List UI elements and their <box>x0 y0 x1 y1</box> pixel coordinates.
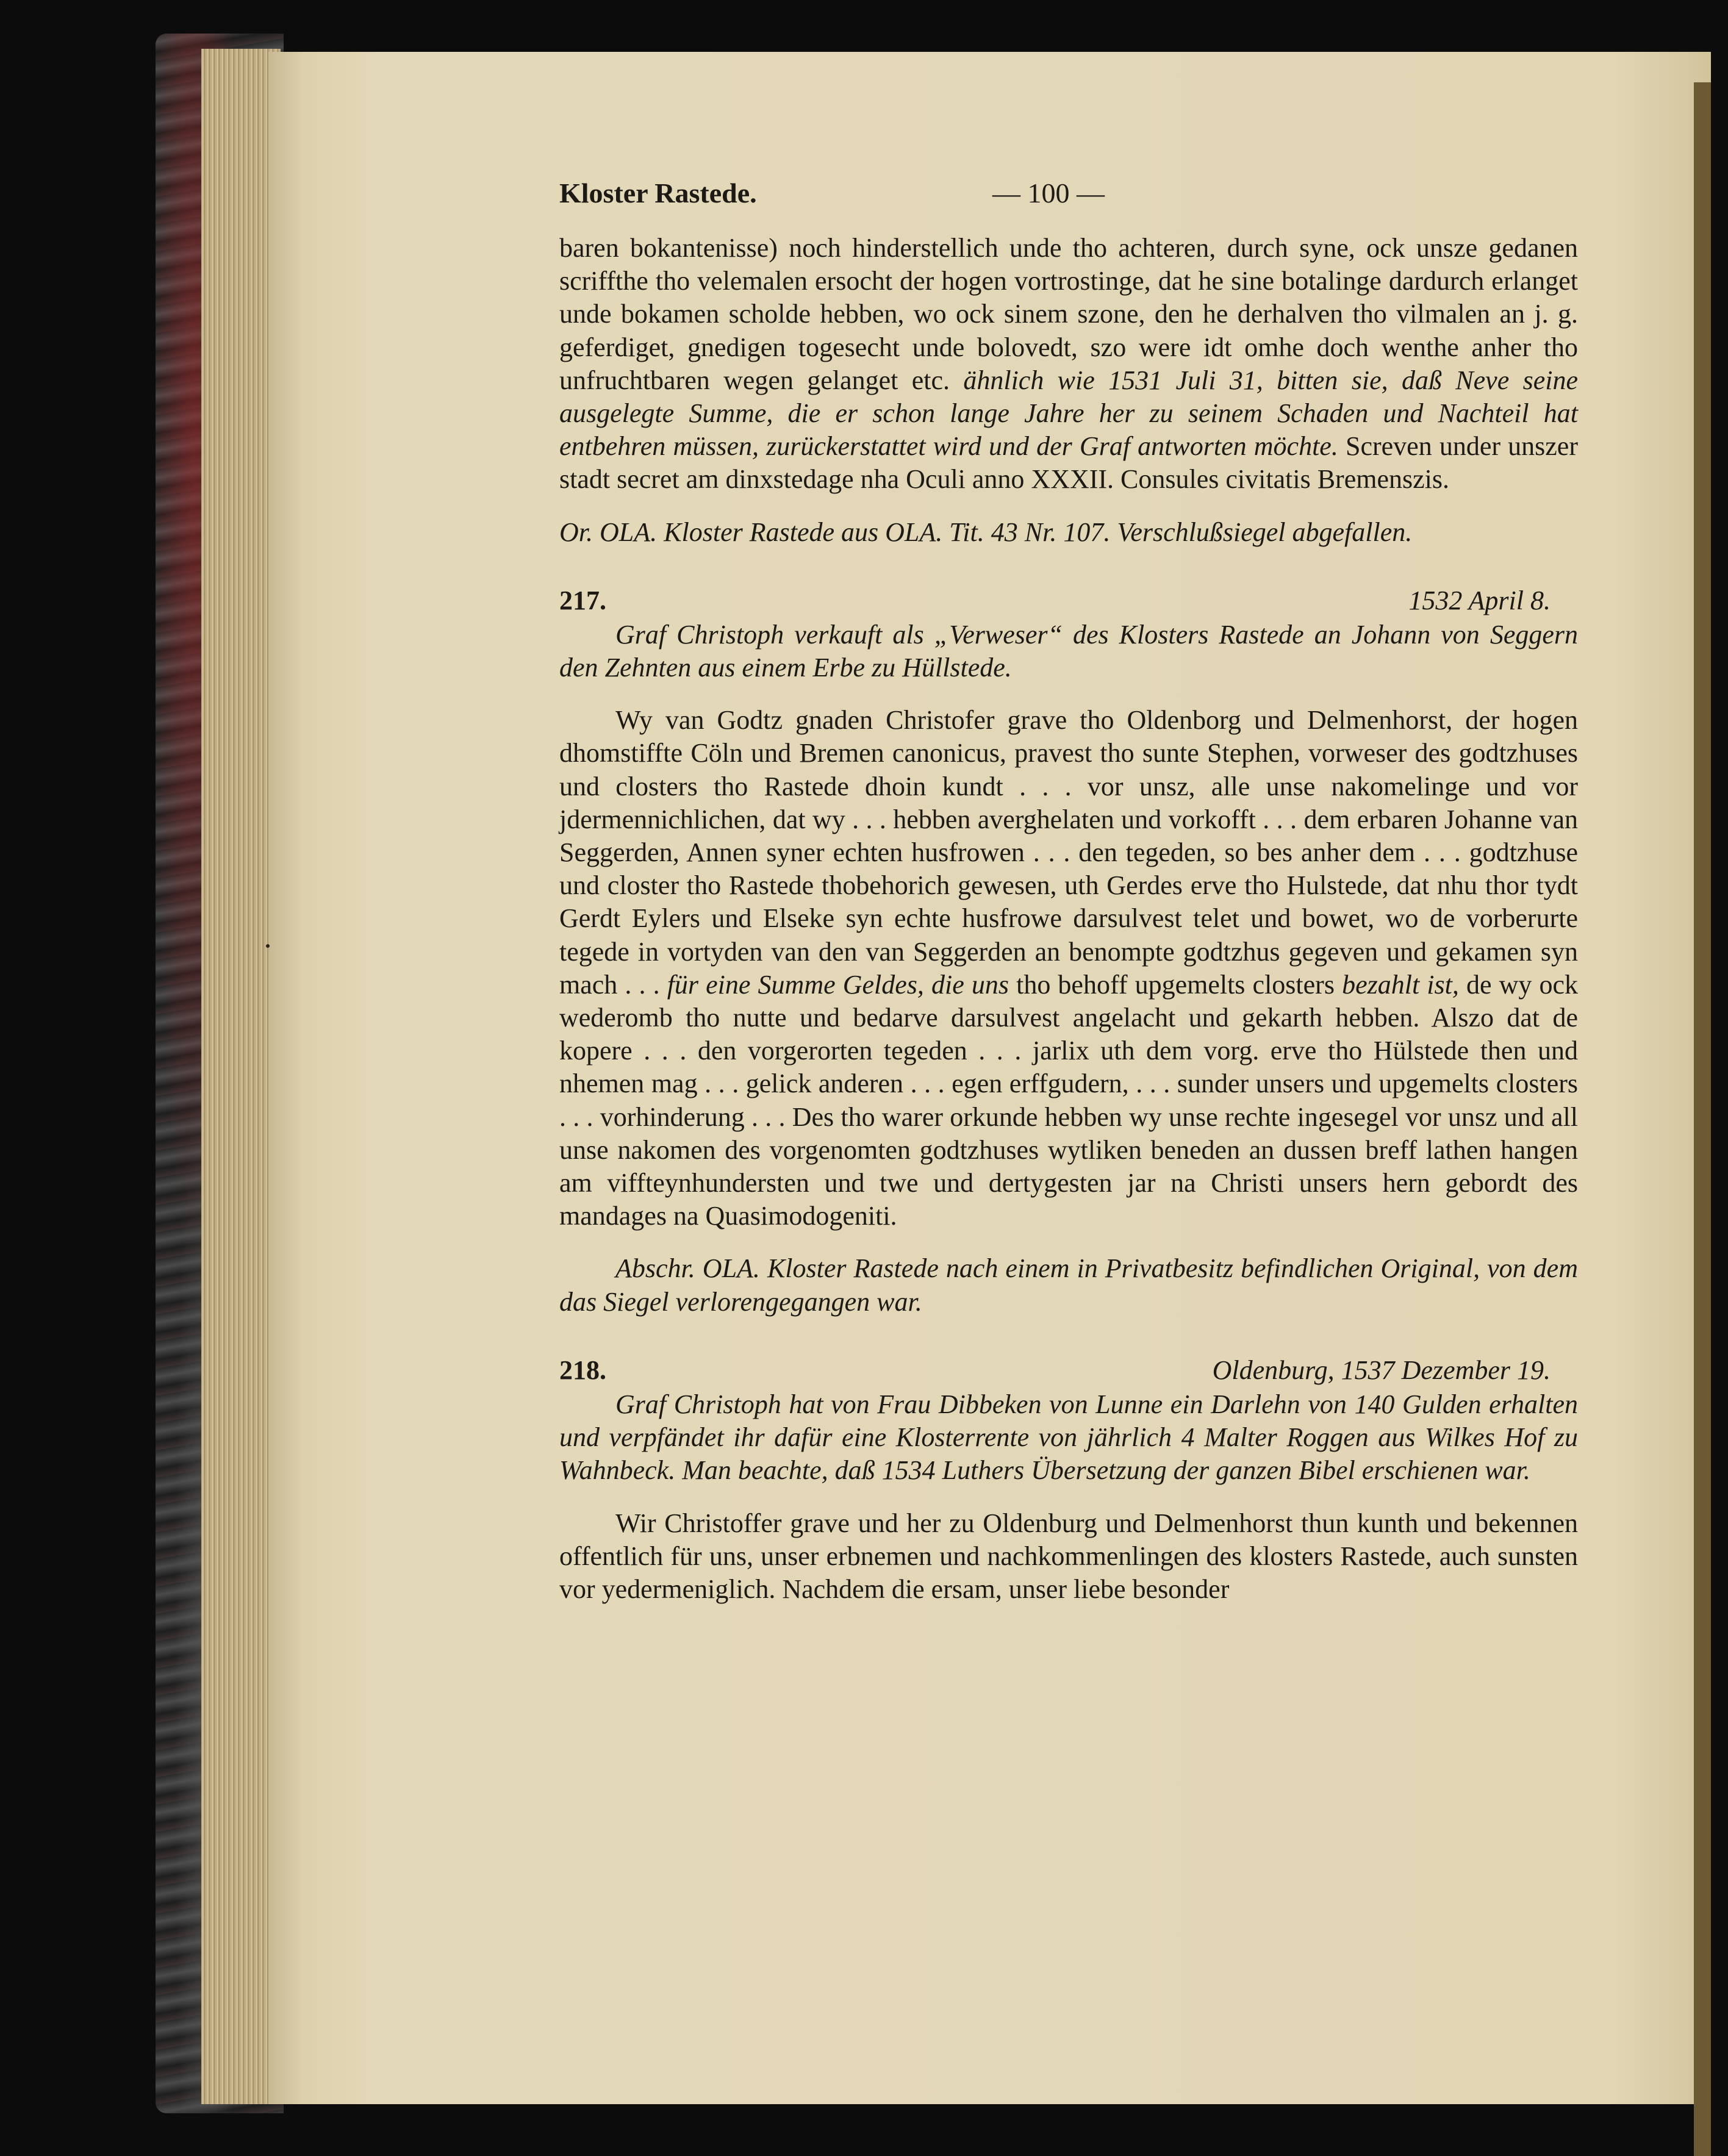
entry-body: Wir Christoffer grave und her zu Oldenburg und Delmenhorst thun kunth und bekennen offentlich für uns, unser erbnemen und nachkommenlingen des klosters Rastede, auch sunsten vor yedermeniglich. Nachdem die ersam, unser liebe besonder <box>559 1508 1578 1604</box>
entry-217-heading <box>559 584 1578 618</box>
entry-number: 218. <box>559 1355 606 1385</box>
entry-body-part: Wy van Godtz gnaden Christofer grave tho Oldenborg und Delmenhorst, der hogen dhomstiffte Cöln und Bremen canonicus, pravest tho sunte Stephen, vorweser des godtzhuses und closters tho Rastede dhoin kundt . . . vor unsz, alle unse nakomelinge und vor jdermennichlichen, dat wy . . . hebben averghelaten und vorkofft . . . dem erbaren Johanne van Seggerden, Annen syner echten husfrowen . . . den tegeden, so bes anher dem . . . godtzhuse und closter tho Rastede thobehorich gewesen, uth Gerdes erve tho Hulstede, dat nhu thor tydt Gerdt Eylers und Elseke syn echte husfrowe darsulvest telet und bowet, wo de vorberurte tegede in vortyden van den van Seggerden an benompte godtzhus gegeven und gekamen syn mach . . . <box>559 705 1578 1000</box>
continuation-paragraph <box>559 232 1578 496</box>
page-number: — 100 — <box>992 177 1105 209</box>
continuation-source: Or. OLA. Kloster Rastede aus OLA. Tit. 43 Nr. 107. Verschlußsiegel abgefallen. <box>559 517 1413 547</box>
continuation-closing: Screven under unszer stadt secret am dinxstedage nha Oculi anno XXXII. Consules civitatis Bremenszis. <box>559 431 1578 495</box>
page-speck <box>266 944 270 948</box>
entry-date: 1532 April 8. <box>1408 585 1551 615</box>
entry-number: 217. <box>559 585 606 615</box>
running-title: Kloster Rastede. <box>559 177 757 209</box>
entry-body-italic: bezahlt ist, <box>1342 969 1459 1000</box>
continuation-italic: ähnlich wie 1531 Juli 31, bitten sie, daß Neve seine ausgelegte Summe, die er schon lange Jahre her zu seinem Schaden und Nachteil hat entbehren müssen, zurückerstattet wird und der Graf antworten möchte. <box>559 365 1578 462</box>
entry-summary: Graf Christoph verkauft als „Verweser“ des Klosters Rastede an Johann von Seggern den Zehnten aus einem Erbe zu Hüllstede. <box>559 619 1578 683</box>
page-header <box>559 177 1578 220</box>
entry-body-part: tho behoff upgemelts closters <box>1016 969 1335 1000</box>
entry-body-part: de wy ock wederomb tho nutte und bedarve darsulvest angelacht und gekarth hebben. Alszo dat de kopere . . . den vorgerorten tegeden . . . jarlix uth dem vorg. erve tho Hülstede then und nhemen mag . . . gelick anderen . . . egen erffgudern, . . . sunder unsers und upgemelts closters . . . vorhinderung . . . Des tho warer orkunde hebben wy unse rechte ingesegel vor unsz und all unse nakomen des vorgenomten godtzhuses wytliken beneden an dussen breff lathen hangen am viffteynhundersten und twe und dertygesten jar na Christi unsers hern gebordt des mandages na Quasimodogeniti. <box>559 969 1578 1231</box>
page-right-edge <box>1694 82 1711 2156</box>
entry-source: Abschr. OLA. Kloster Rastede nach einem in Privatbesitz befindlichen Original, von dem das Siegel verlorengegangen war. <box>559 1253 1578 1317</box>
entry-date: Oldenburg, 1537 Dezember 19. <box>1212 1355 1551 1385</box>
entry-summary: Graf Christoph hat von Frau Dibbeken von Lunne ein Darlehn von 140 Gulden erhalten und verpfändet ihr dafür eine Klosterrente von jährlich 4 Malter Roggen aus Wilkes Hof zu Wahnbeck. Man beachte, daß 1534 Luthers Übersetzung der ganzen Bibel erschienen war. <box>559 1389 1578 1486</box>
entry-body <box>559 704 1578 1233</box>
entry-218-heading <box>559 1354 1578 1388</box>
continuation-text: baren bokantenisse) noch hinderstellich unde tho achteren, durch syne, ock unsze gedanen scriffthe tho velemalen ersocht der hogen vortrostinge, dat he sine botalinge dardurch erlanget unde bokamen scholde hebben, wo ock sinem szone, den he derhalven tho vilmalen an j. g. geferdiget, gnedigen togesecht unde bolovedt, szo were idt omhe doch wenthe anher tho unfruchtbaren wegen gelanget etc. <box>559 233 1578 395</box>
entry-body-italic: für eine Summe Geldes, die uns <box>667 969 1009 1000</box>
page-text <box>559 177 1578 1606</box>
